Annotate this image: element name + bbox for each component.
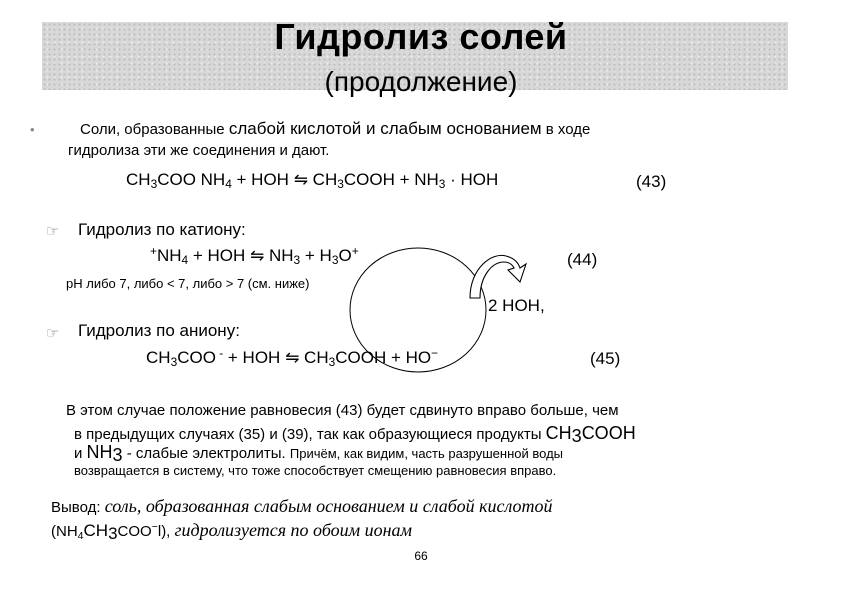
cation-heading: Гидролиз по катиону:: [78, 220, 246, 239]
explanation-line-3: и $NH_3$ - слабые электролиты. Причём, как видим, часть разрушенной воды: [74, 442, 564, 465]
explanation-line-2: в предыдущих случаях (35) и (39), так как образующиеся продукты $CH_3COOH$: [74, 423, 636, 446]
equilibrium-arrow-icon: ⇋: [250, 246, 265, 265]
explanation-line-4: возвращается в систему, что тоже способствует смещению равновесия вправо.: [74, 463, 557, 478]
intro-line-2: гидролиза эти же соединения и дают.: [68, 142, 330, 159]
page-number: 66: [414, 549, 428, 563]
equilibrium-arrow-icon: ⇋: [285, 348, 300, 367]
conclusion-line-2: $(NH_4CH_3COO^-l)$, гидролизуется по обоим ионам: [51, 520, 413, 543]
equation-number-45: (45): [590, 349, 621, 368]
intro-line-1: Соли, образованные слабой кислотой и слабым основанием в ходе: [80, 119, 591, 138]
highlight-circle: [350, 248, 486, 372]
equation-number-44: (44): [567, 250, 598, 269]
pointing-hand-icon: ☞: [46, 325, 60, 342]
page-subtitle: (продолжение): [324, 66, 518, 97]
explanation-line-1: В этом случае положение равновесия (43) будет сдвинуто вправо больше, чем: [66, 402, 619, 419]
curved-arrow-icon: [470, 255, 526, 298]
bullet-icon: •: [30, 122, 35, 137]
conclusion-label: Вывод:: [51, 499, 105, 516]
equation-45: $CH_3COO$ - + HOH ⇋ $CH_3COOH + HO^-$: [146, 346, 439, 369]
page-title: Гидролиз солей: [274, 16, 568, 57]
ph-note: pH либо 7, либо < 7, либо > 7 (см. ниже): [66, 276, 310, 291]
anion-heading: Гидролиз по аниону:: [78, 321, 240, 340]
two-hoh-label: 2 HOH,: [488, 296, 545, 315]
pointing-hand-icon: ☞: [46, 223, 60, 240]
equation-44: $^+NH_4$ + HOH ⇋ $NH_3 + H_3O^+$: [150, 244, 359, 267]
equation-43: $CH_3COO$ $NH_4$ + HOH ⇋ $CH_3COOH + NH_3$ · HOH: [126, 170, 499, 191]
equilibrium-arrow-icon: ⇋: [293, 170, 308, 189]
conclusion-line-1: Вывод: соль, образованная слабым основанием и слабой кислотой: [51, 496, 553, 516]
equation-number-43: (43): [636, 172, 667, 191]
